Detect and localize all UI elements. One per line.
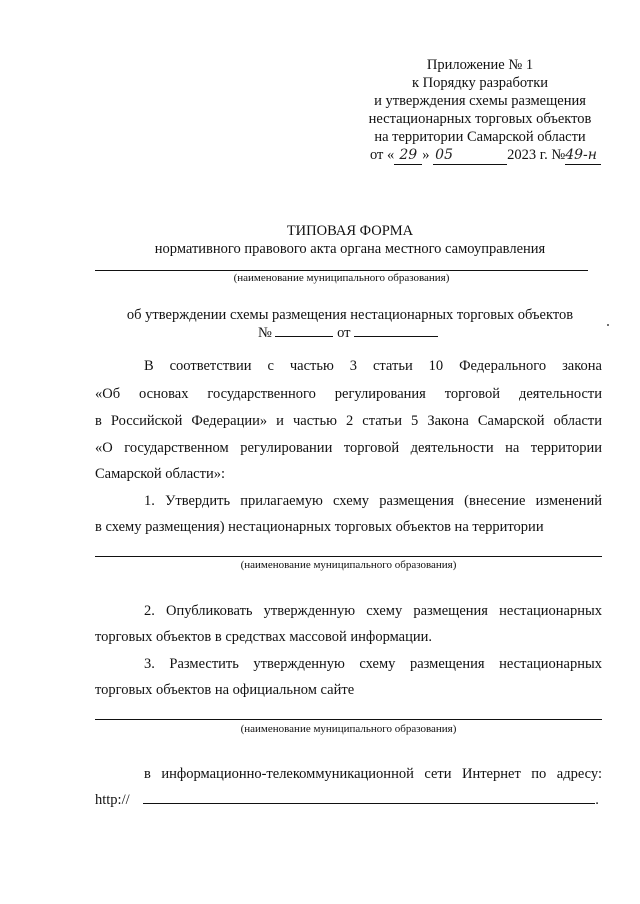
municipality-line-3 (95, 719, 602, 720)
p1-line-2: «Об основах государственного регулирования торговой деятельности (95, 386, 602, 402)
date-month: 05 (435, 147, 453, 163)
p5-line-1: в информационно-телекоммуникационной сети Интернет по адресу: (144, 766, 602, 782)
p2-line-2: в схему размещения) нестационарных торговых объектов на территории (95, 519, 544, 535)
municipality-caption-2: (наименование муниципального образования) (240, 559, 457, 571)
p4-line-1: 3. Разместить утвержденную схему размещения нестационарных (144, 656, 602, 672)
date-day: 29 (399, 147, 418, 163)
scan-dot (607, 324, 609, 326)
date-year: 2023 г. № (507, 147, 566, 163)
url-blank (143, 803, 595, 804)
number-label: № (258, 325, 272, 341)
from-label: от (337, 325, 351, 341)
number-blank (275, 336, 333, 337)
date-prefix: от « (370, 147, 395, 163)
header-line-2: к Порядку разработки (411, 75, 549, 91)
url-prefix: http:// (95, 792, 130, 808)
municipality-caption-1: (наименование муниципального образования) (233, 272, 450, 284)
date-number: 49-н (565, 147, 597, 163)
p3-line-2: торговых объектов в средствах массовой информации. (95, 629, 433, 645)
header-line-4: нестационарных торговых объектов (368, 111, 592, 127)
p1-line-3: в Российской Федерации» и частью 2 статьи 5 Закона Самарской области (95, 413, 602, 429)
p1-line-4: «О государственном регулировании торговой деятельности на территории (95, 440, 602, 456)
url-suffix: . (595, 792, 599, 808)
from-blank (354, 336, 438, 337)
municipality-line-1 (95, 270, 588, 271)
subject-line: об утверждении схемы размещения нестационарных торговых объектов (126, 307, 574, 323)
header-line-5: на территории Самарской области (374, 129, 586, 145)
header-date-line (370, 146, 601, 165)
p1-line-5: Самарской области»: (95, 466, 225, 482)
p1-line-1: В соответствии с частью 3 статьи 10 Федерального закона (144, 358, 602, 374)
p4-line-2: торговых объектов на официальном сайте (95, 682, 355, 698)
form-title: ТИПОВАЯ ФОРМА (286, 223, 414, 239)
municipality-line-2 (95, 556, 602, 557)
municipality-caption-3: (наименование муниципального образования) (240, 723, 457, 735)
p5-line-2 (95, 792, 599, 809)
p3-line-1: 2. Опубликовать утвержденную схему размещения нестационарных (144, 603, 602, 619)
date-mid: » (422, 147, 430, 163)
p2-line-1: 1. Утвердить прилагаемую схему размещения (внесение изменений (144, 493, 602, 509)
header-line-1: Приложение № 1 (426, 57, 534, 73)
form-subtitle: нормативного правового акта органа местного самоуправления (154, 241, 546, 257)
subject-number-line (258, 324, 438, 342)
header-line-3: и утверждения схемы размещения (374, 93, 586, 109)
